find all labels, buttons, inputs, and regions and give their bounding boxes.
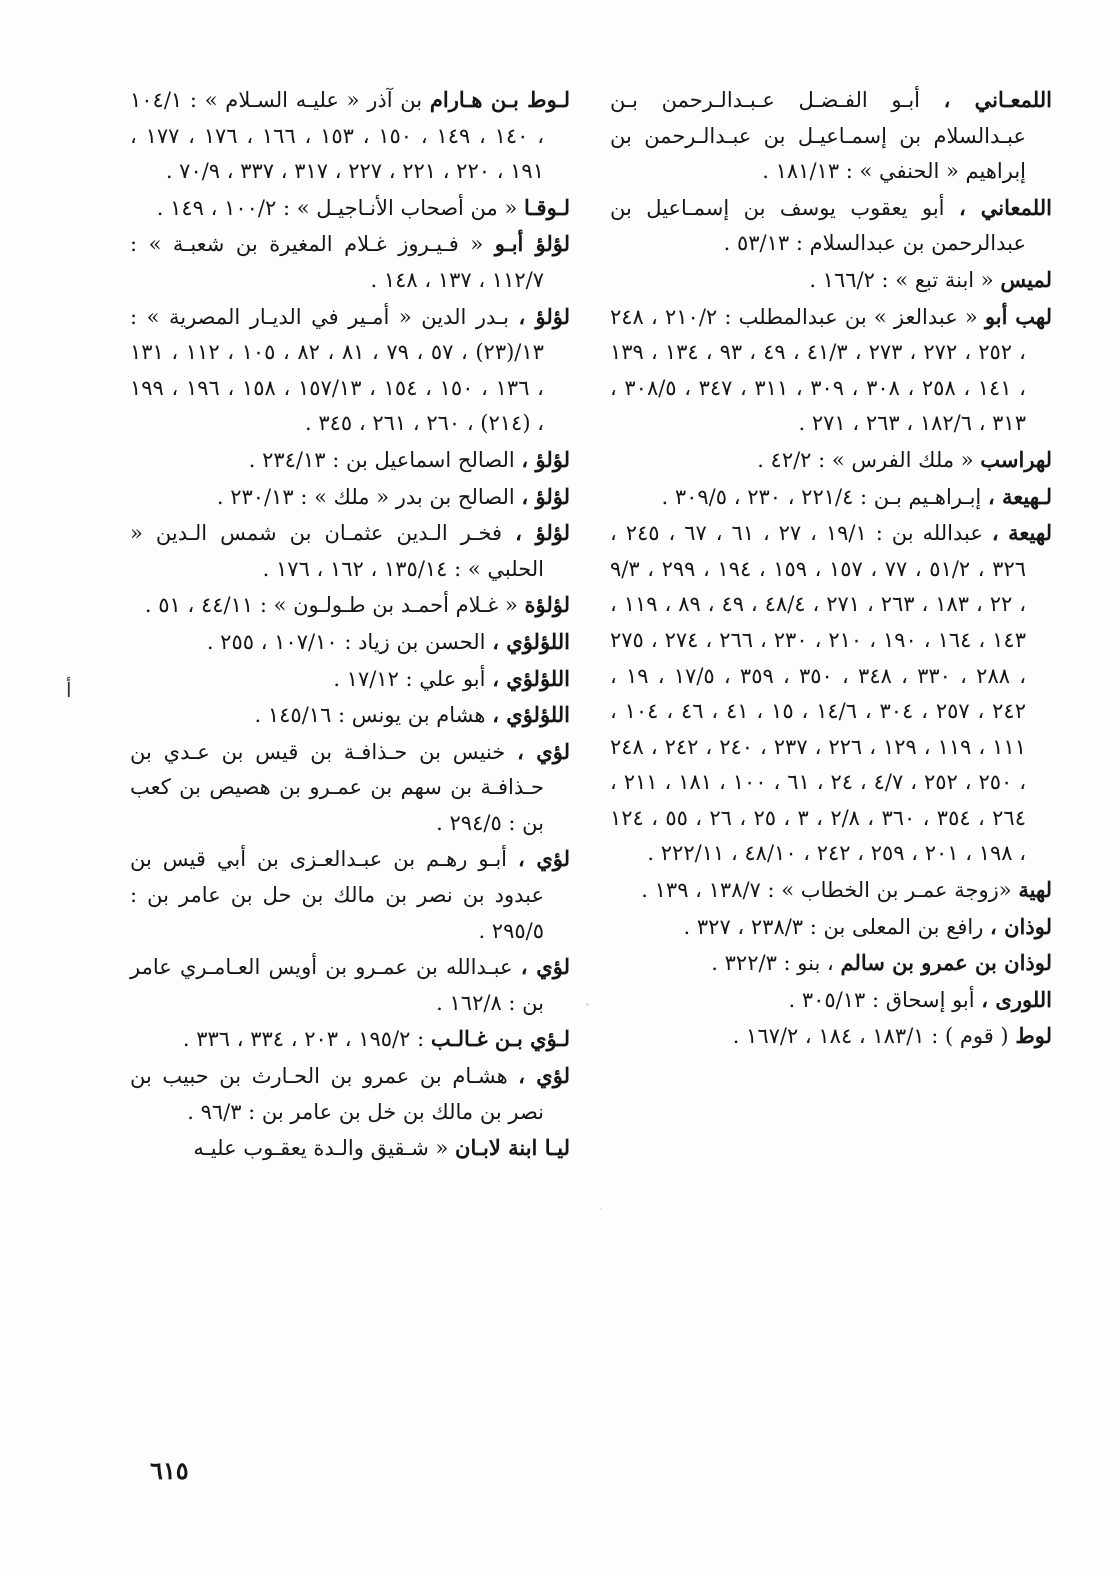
- entry-headword: لؤلؤ ،: [518, 303, 570, 329]
- index-entry: [610, 190, 1052, 262]
- index-entry: [130, 734, 570, 842]
- index-entry: [130, 587, 570, 624]
- index-entry: [610, 262, 1052, 299]
- entry-text: « عبدالعز » بن عبدالمطلب : ٢١٠/٢ ، ٢٤٨ ، ٢٥٢ ، ٢٧٢ ، ٢٧٣ ، ٤١/٣ ، ٤٩ ، ٩٣ ، ١٣٤ ، ١٣٩ ، ١٤١ ، ٢٥٨ ، ٣٠٨ ، ٣٠٩ ، ٣١١ ، ٣٤٧ ، ٣٠٨/٥ ، ٣١٣ ، ١٨٢/٦ ، ٢٦٣ ، ٢٧١ .: [610, 304, 1026, 436]
- index-entry: [130, 515, 570, 587]
- entry-text: « شـقيق والـدة يعقـوب عليـه: [193, 1136, 449, 1161]
- entry-text: «زوجة عمـر بن الخطاب » : ١٣٨/٧ ، ١٣٩ .: [641, 878, 1012, 903]
- index-entry: [130, 479, 570, 516]
- entry-headword: لوط: [1015, 1023, 1052, 1049]
- scan-speck: [586, 1003, 589, 1006]
- entry-text: : ١٩٥/٢ ، ٢٠٣ ، ٣٣٤ ، ٣٣٦ .: [182, 1027, 425, 1052]
- entry-text: أبو إسحاق : ٣٠٥/١٣ .: [788, 987, 975, 1012]
- entry-headword: لؤلؤ ،: [515, 520, 570, 546]
- index-entry: [610, 945, 1052, 982]
- entry-headword: ليـا ابنة لابـان: [455, 1135, 570, 1161]
- entry-text: « غـلام أحمـد بن طـولـون » : ٤٤/١١ ، ٥١ .: [144, 593, 518, 618]
- entry-headword: لؤلؤة: [524, 592, 570, 618]
- entry-headword: اللؤلؤي ،: [492, 628, 570, 654]
- entry-headword: لوذان بن عمرو بن سالم: [840, 950, 1052, 976]
- entry-headword: اللؤلؤي ،: [492, 702, 570, 728]
- entry-headword: لؤلؤ ،: [521, 483, 570, 509]
- entry-text: الحسن بن زياد : ١٠٧/١٠ ، ٢٥٥ .: [206, 629, 486, 654]
- entry-text: خنيس بن حـذافـة بن قيس بن عـدي بن حـذافـة بن سهم بن عمـرو بن هصيص بن كعب بن : ٢٩٤/٥ .: [130, 739, 544, 835]
- entry-text: أبو يعقوب يوسف بن إسمـاعيل بن عبدالرحمن بن عبدالسلام : ٥٣/١٣ .: [610, 195, 1026, 256]
- entry-headword: لـوقـا: [524, 194, 570, 220]
- entry-text: هشـام بن عمرو بن الحـارث بن حبيب بن نصر بن مالك بن خل بن عامر بن : ٩٦/٣ .: [130, 1064, 544, 1124]
- index-entry: [130, 190, 570, 227]
- index-entry: [130, 226, 570, 298]
- entry-headword: لهية: [1018, 877, 1052, 903]
- index-entry: [130, 82, 570, 190]
- entry-text: أبـو رهـم بن عبـدالعـزى بن أبي قيس بن عبدود بن نصر بن مالك بن حل بن عامر بن : ٢٩٥/٥ .: [130, 847, 544, 943]
- entry-text: ( قوم ) : ١٨٣/١ ، ١٨٤ ، ١٦٧/٢ .: [732, 1024, 1009, 1049]
- entry-headword: لوذان ،: [990, 913, 1052, 939]
- entry-text: بـدر الدين « أمـير في الديـار المصرية » : ١٣/(٢٣) ، ٥٧ ، ٧٩ ، ٨١ ، ٨٢ ، ١٠٥ ، ١١٢ ، ١٣١ ، ١٣٦ ، ١٥٠ ، ١٥٤ ، ١٥٧/١٣ ، ١٥٨ ، ١٩٦ ، ١٩٩ ، (٢١٤) ، ٢٦٠ ، ٢٦١ ، ٣٤٥ .: [130, 304, 544, 436]
- entry-headword: اللؤلؤي ،: [492, 665, 570, 691]
- entry-text: « من أصحاب الأنـاجيـل » : ١٠٠/٢ ، ١٤٩ .: [156, 195, 518, 220]
- index-entry: [130, 661, 570, 698]
- entry-headword: اللمعاني ،: [958, 194, 1052, 220]
- index-entry: [610, 442, 1052, 479]
- index-entry: [610, 909, 1052, 946]
- entry-text: الصالح بن بدر « ملك » : ٢٣٠/١٣ .: [216, 484, 515, 509]
- entry-headword: لهيعة ،: [991, 520, 1052, 546]
- entry-headword: اللمعـاني ،: [943, 87, 1052, 112]
- index-entry: [610, 82, 1052, 190]
- entry-headword: لـهيعة ،: [987, 483, 1052, 509]
- margin-mark: أ: [66, 678, 72, 702]
- index-entry: [130, 949, 570, 1021]
- index-entry: [610, 479, 1052, 516]
- entry-headword: لؤلؤ ،: [521, 446, 570, 472]
- entry-text: ، بنو : ٣٢٢/٣ .: [711, 951, 834, 976]
- entry-headword: لؤي ،: [520, 954, 570, 980]
- entry-headword: لؤي ،: [518, 1063, 570, 1089]
- entry-headword: لميس: [1000, 266, 1052, 292]
- entry-text: عبدالله بن : ١٩/١ ، ٢٧ ، ٦١ ، ٦٧ ، ٢٤٥ ، ٣٢٦ ، ٥١/٢ ، ٧٧ ، ١٥٧ ، ١٥٩ ، ١٩٤ ، ٢٩٩ ، ٩/٣ ، ٢٢ ، ١٨٣ ، ٢٦٣ ، ٢٧١ ، ٤٨/٤ ، ٤٩ ، ٨٩ ، ١١٩ ، ١٤٣ ، ١٦٤ ، ١٩٠ ، ٢١٠ ، ٢٣٠ ، ٢٦٦ ، ٢٧٤ ، ٢٧٥ ، ٢٨٨ ، ٣٣٠ ، ٣٤٨ ، ٣٥٠ ، ٣٥٩ ، ١٧/٥ ، ١٩ ، ٢٤٢ ، ٢٥٧ ، ٣٠٤ ، ١٤/٦ ، ١٥ ، ٤١ ، ٤٦ ، ١٠٤ ، ١١١ ، ١١٩ ، ١٢٩ ، ٢٢٦ ، ٢٣٧ ، ٢٤٠ ، ٢٤٢ ، ٢٤٨ ، ٢٥٠ ، ٢٥٢ ، ٤/٧ ، ٢٤ ، ٦١ ، ١٠٠ ، ١٨١ ، ٢١١ ، ٢٦٤ ، ٣٥٤ ، ٣٦٠ ، ٢/٨ ، ٣ ، ٢٥ ، ٢٦ ، ٥٥ ، ١٢٤ ، ١٩٨ ، ٢٠١ ، ٢٥٩ ، ٢٤٢ ، ٤٨/١٠ ، ٢٢٢/١١ .: [610, 521, 1027, 866]
- entry-headword: لهراسب: [980, 446, 1052, 472]
- entry-text: هشام بن يونس : ١٤٥/١٦ .: [254, 703, 486, 728]
- entry-text: إبـراهـيم بـن : ٢٢١/٤ ، ٢٣٠ ، ٣٠٩/٥ .: [661, 484, 982, 509]
- entry-text: الصالح اسماعيل بن : ٢٣٤/١٣ .: [248, 447, 515, 472]
- index-entry: [130, 299, 570, 442]
- index-entry: [130, 841, 570, 949]
- entry-text: عبـدالله بن عمـرو بن أويس العـامـري عامر بن : ١٦٢/٨ .: [130, 955, 544, 1015]
- entry-text: أبـو الفـضـل عـبـدالـرحمن بـن عبـدالسلام بن إسمـاعيـل بن عبـدالـرحمن بن إبراهيم « الحنفي » : ١٨١/١٣ .: [610, 88, 1026, 184]
- entry-headword: لؤي ،: [517, 738, 570, 764]
- entry-text: « ابنة تبع » : ١٦٦/٢ .: [809, 267, 994, 292]
- index-entry: [130, 442, 570, 479]
- entry-text: أبو علي : ١٧/١٢ .: [333, 666, 486, 691]
- entry-headword: لؤلؤ أبـو: [494, 231, 570, 257]
- entry-text: فخـر الـدين عثمـان بن شمس الـدين « الحلبي » : ١٣٥/١٤ ، ١٦٢ ، ١٧٦ .: [130, 521, 544, 581]
- entry-headword: لـوط بـن هـارام: [429, 87, 570, 112]
- entry-text: رافع بن المعلى بن : ٢٣٨/٣ ، ٣٢٧ .: [683, 914, 984, 939]
- index-entry: [610, 1018, 1052, 1055]
- entry-headword: لـؤي بـن غـالـب: [430, 1026, 570, 1052]
- index-column-left: [130, 82, 570, 1167]
- entry-text: « ملك الفرس » : ٤٢/٢ .: [757, 447, 974, 472]
- index-entry: [610, 515, 1052, 872]
- page-number: ٦١٥: [150, 1456, 189, 1485]
- index-column-right: [610, 82, 1052, 1055]
- entry-text: بن آذر « عليـه السـلام » : ١٠٤/١ ، ١٤٠ ، ١٤٩ ، ١٥٠ ، ١٥٣ ، ١٦٦ ، ١٧٦ ، ١٧٧ ، ١٩١ ، ٢٢٠ ، ٢٢١ ، ٢٢٧ ، ٣١٧ ، ٣٣٧ ، ٧٠/٩ .: [130, 88, 544, 184]
- entry-headword: لؤي ،: [517, 846, 571, 872]
- index-entry: [610, 299, 1052, 442]
- index-entry: [130, 697, 570, 734]
- index-entry: [610, 982, 1052, 1019]
- scan-speck: [600, 1208, 602, 1210]
- index-entry: [610, 872, 1052, 909]
- entry-headword: اللورى ،: [981, 986, 1052, 1012]
- entry-headword: لهب أبو: [984, 303, 1052, 329]
- entry-text: « فـيـروز غـلام المغيرة بن شعبـة » : ١١٢/٧ ، ١٣٧ ، ١٤٨ .: [130, 232, 544, 292]
- index-entry: [130, 1058, 570, 1130]
- index-entry: [130, 1130, 570, 1167]
- index-entry: [130, 624, 570, 661]
- index-entry: [130, 1021, 570, 1058]
